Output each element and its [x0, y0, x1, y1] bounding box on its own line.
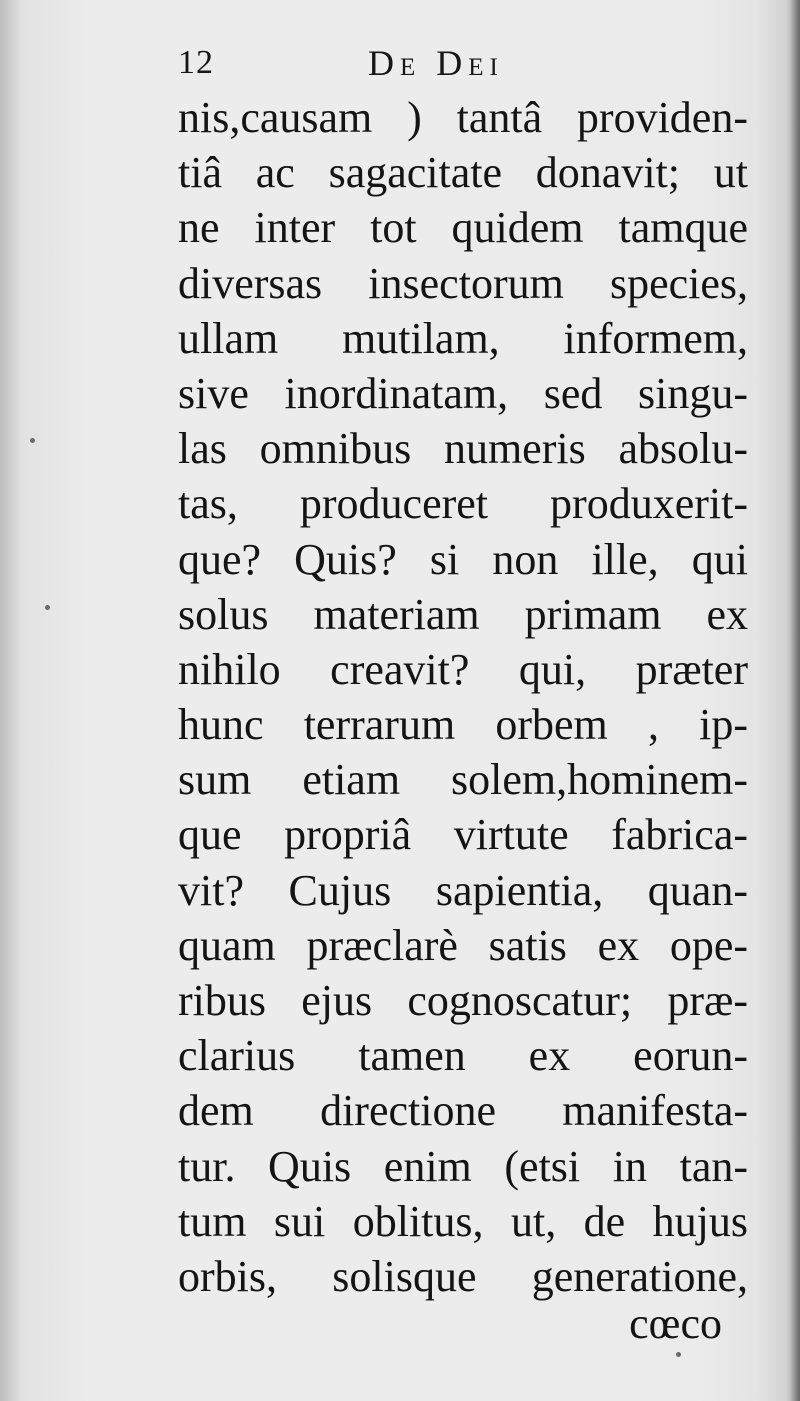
text-line: que propriâ virtute fabrica-	[178, 810, 748, 860]
text-line: las omnibus numeris absolu-	[178, 424, 748, 474]
text-line: ullam mutilam, informem,	[178, 313, 748, 363]
text-line: clarius tamen ex eorun-	[178, 1031, 748, 1081]
text-line: orbis, solisque generatione,	[178, 1251, 748, 1301]
text-line: quam præclarè satis ex ope-	[178, 920, 748, 970]
paper-speck	[30, 438, 35, 443]
paper-speck	[676, 1352, 681, 1357]
text-line: sive inordinatam, sed singu-	[178, 368, 748, 418]
page-edge-shadow	[786, 0, 800, 1401]
text-line: tum sui oblitus, ut, de hujus	[178, 1196, 748, 1246]
text-line: diversas insectorum species,	[178, 258, 748, 308]
text-line: nihilo creavit? qui, præter	[178, 644, 748, 694]
text-line: que? Quis? si non ille, qui	[178, 534, 748, 584]
text-line: tiâ ac sagacitate donavit; ut	[178, 148, 748, 198]
text-line: ne inter tot quidem tamque	[178, 203, 748, 253]
text-line: dem directione manifesta-	[178, 1086, 748, 1136]
text-line: hunc terrarum orbem , ip-	[178, 700, 748, 750]
paper-speck	[45, 605, 50, 610]
running-head: De Dei	[368, 43, 504, 83]
text-line: nis,causam ) tantâ providen-	[178, 93, 748, 142]
text-line: tur. Quis enim (etsi in tan-	[178, 1141, 748, 1191]
page-header	[178, 38, 738, 88]
catchword: cœco	[629, 1299, 722, 1348]
text-line: sum etiam solem,hominem-	[178, 755, 748, 805]
page-number: 12	[178, 44, 214, 81]
text-line: ribus ejus cognoscatur; præ-	[178, 976, 748, 1025]
text-line: tas, produceret produxerit-	[178, 479, 748, 529]
body-text	[178, 90, 748, 1304]
text-line: vit? Cujus sapientia, quan-	[178, 865, 748, 915]
text-line: solus materiam primam ex	[178, 589, 748, 639]
